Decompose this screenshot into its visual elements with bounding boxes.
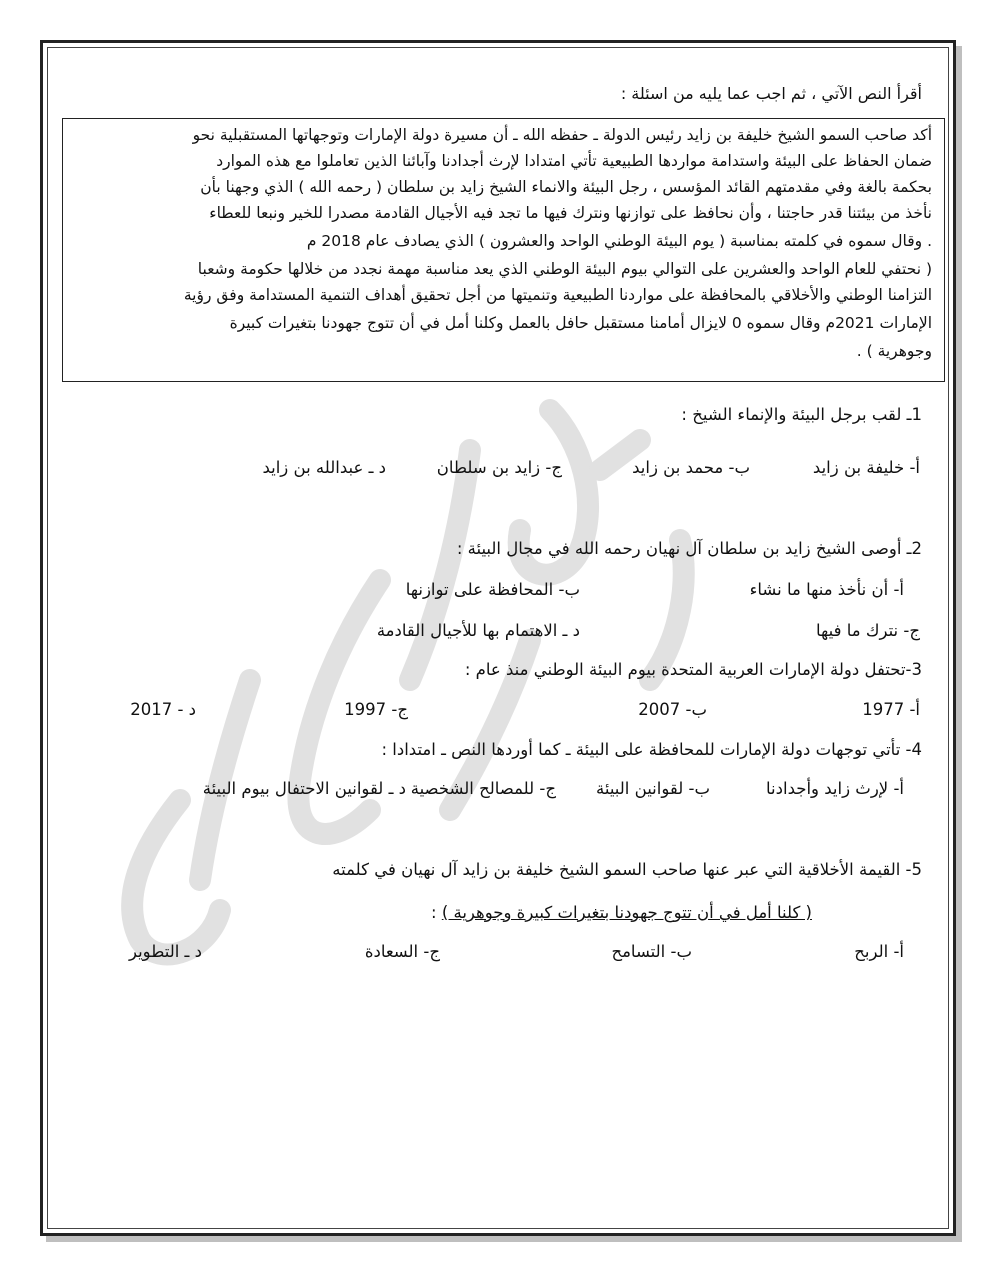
q2-option-b[interactable]: ب- المحافظة على توازنها (405, 580, 580, 599)
q3-option-c[interactable]: ج- 1997 (344, 700, 408, 719)
q5-option-b[interactable]: ب- التسامح (611, 942, 692, 961)
passage-line: الإمارات 2021م وقال سموه 0 لايزال أمامنا مستقبل حافل بالعمل وكلنا أمل في أن تتوج جهودنا بتغيرات كبيرة (229, 314, 932, 332)
question-5-text: 5- القيمة الأخلاقية التي عبر عنها صاحب السمو الشيخ خليفة بن زايد آل نهيان في كلمته (332, 860, 922, 879)
q4-option-a[interactable]: أ- لإرث زايد وأجدادنا (766, 779, 904, 798)
q1-option-d[interactable]: د ـ عبدالله بن زايد (262, 458, 386, 477)
passage-line: وجوهرية ) . (856, 342, 932, 360)
q5-option-c[interactable]: ج- السعادة (364, 942, 440, 961)
q2-option-d[interactable]: د ـ الاهتمام بها للأجيال القادمة (376, 621, 580, 640)
page-shadow-right (956, 46, 962, 1242)
q2-option-a[interactable]: أ- أن نأخذ منها ما نشاء (749, 580, 904, 599)
passage-line: بحكمة بالغة وفي مقدمتهم القائد المؤسس ، رجل البيئة والانماء الشيخ زايد بن سلطان ( رحمه الله ) الذي وجهنا بأن (200, 178, 932, 196)
passage-line: . وقال سموه في كلمته بمناسبة ( يوم البيئة الوطني الواحد والعشرون ) الذي يصادف عام 2018 م (306, 232, 932, 250)
q3-option-b[interactable]: ب- 2007 (638, 700, 707, 719)
page-shadow-bottom (46, 1236, 962, 1242)
q4-option-d[interactable]: د ـ لقوانين الاحتفال بيوم البيئة (202, 779, 406, 798)
q3-option-d[interactable]: د - 2017 (130, 700, 196, 719)
passage-line: ( نحتفي للعام الواحد والعشرين على التوالي بيوم البيئة الوطني الذي يعد مناسبة مهمة نجدد من خلالها حكومة وشعبا (197, 260, 932, 278)
q3-option-a[interactable]: أ- 1977 (862, 700, 920, 719)
q5-option-d[interactable]: د ـ التطوير (128, 942, 202, 961)
question-1-text: 1ـ لقب برجل البيئة والإنماء الشيخ : (681, 405, 922, 424)
q4-option-b[interactable]: ب- لقوانين البيئة (596, 779, 710, 798)
q5-option-a[interactable]: أ- الربح (854, 942, 904, 961)
passage-line: التزامنا الوطني والأخلاقي بالمحافظة على مواردنا الطبيعية وتنميتها من أجل تحقيق أهداف التنمية المستدامة وفق رؤية (183, 286, 932, 304)
q1-option-c[interactable]: ج- زايد بن سلطان (436, 458, 562, 477)
q4-option-c[interactable]: ج- للمصالح الشخصية (410, 779, 556, 798)
passage-line: أكد صاحب السمو الشيخ خليفة بن زايد رئيس الدولة ـ حفظه الله ـ أن مسيرة دولة الإمارات وتوجهاتها المستقبلية نحو (192, 126, 932, 144)
q2-option-c[interactable]: ج- نترك ما فيها (816, 621, 920, 640)
question-4-text: 4- تأتي توجهات دولة الإمارات للمحافظة على البيئة ـ كما أوردها النص ـ امتدادا : (381, 740, 922, 759)
passage-line: ضمان الحفاظ على البيئة واستدامة مواردها الطبيعية تأتي امتدادا لإرث أجدادنا وآبائنا الذين تعاملوا مع هذه الموارد (216, 152, 932, 170)
passage-box (62, 118, 945, 382)
q1-option-a[interactable]: أ- خليفة بن زايد (812, 458, 920, 477)
question-2-text: 2ـ أوصى الشيخ زايد بن سلطان آل نهيان رحمه الله في مجال البيئة : (456, 539, 922, 558)
question-5-quote: ( كلنا أمل في أن تتوج جهودنا بتغيرات كبيرة وجوهرية ) (441, 903, 812, 922)
question-5-quote-suffix: : (431, 903, 437, 922)
question-3-text: 3-تحتفل دولة الإمارات العربية المتحدة بيوم البيئة الوطني منذ عام : (464, 660, 922, 679)
q1-option-b[interactable]: ب- محمد بن زايد (632, 458, 750, 477)
question-5-quote-line (431, 903, 812, 922)
passage-line: نأخذ من بيئتنا قدر حاجتنا ، وأن نحافظ على توازنها ونترك فيها ما تجد فيه الأجيال القادمة مصدرا للخير ونبعا للعطاء (209, 204, 932, 222)
instruction-text: أقرأ النص الآتي ، ثم اجب عما يليه من اسئلة : (620, 84, 922, 103)
